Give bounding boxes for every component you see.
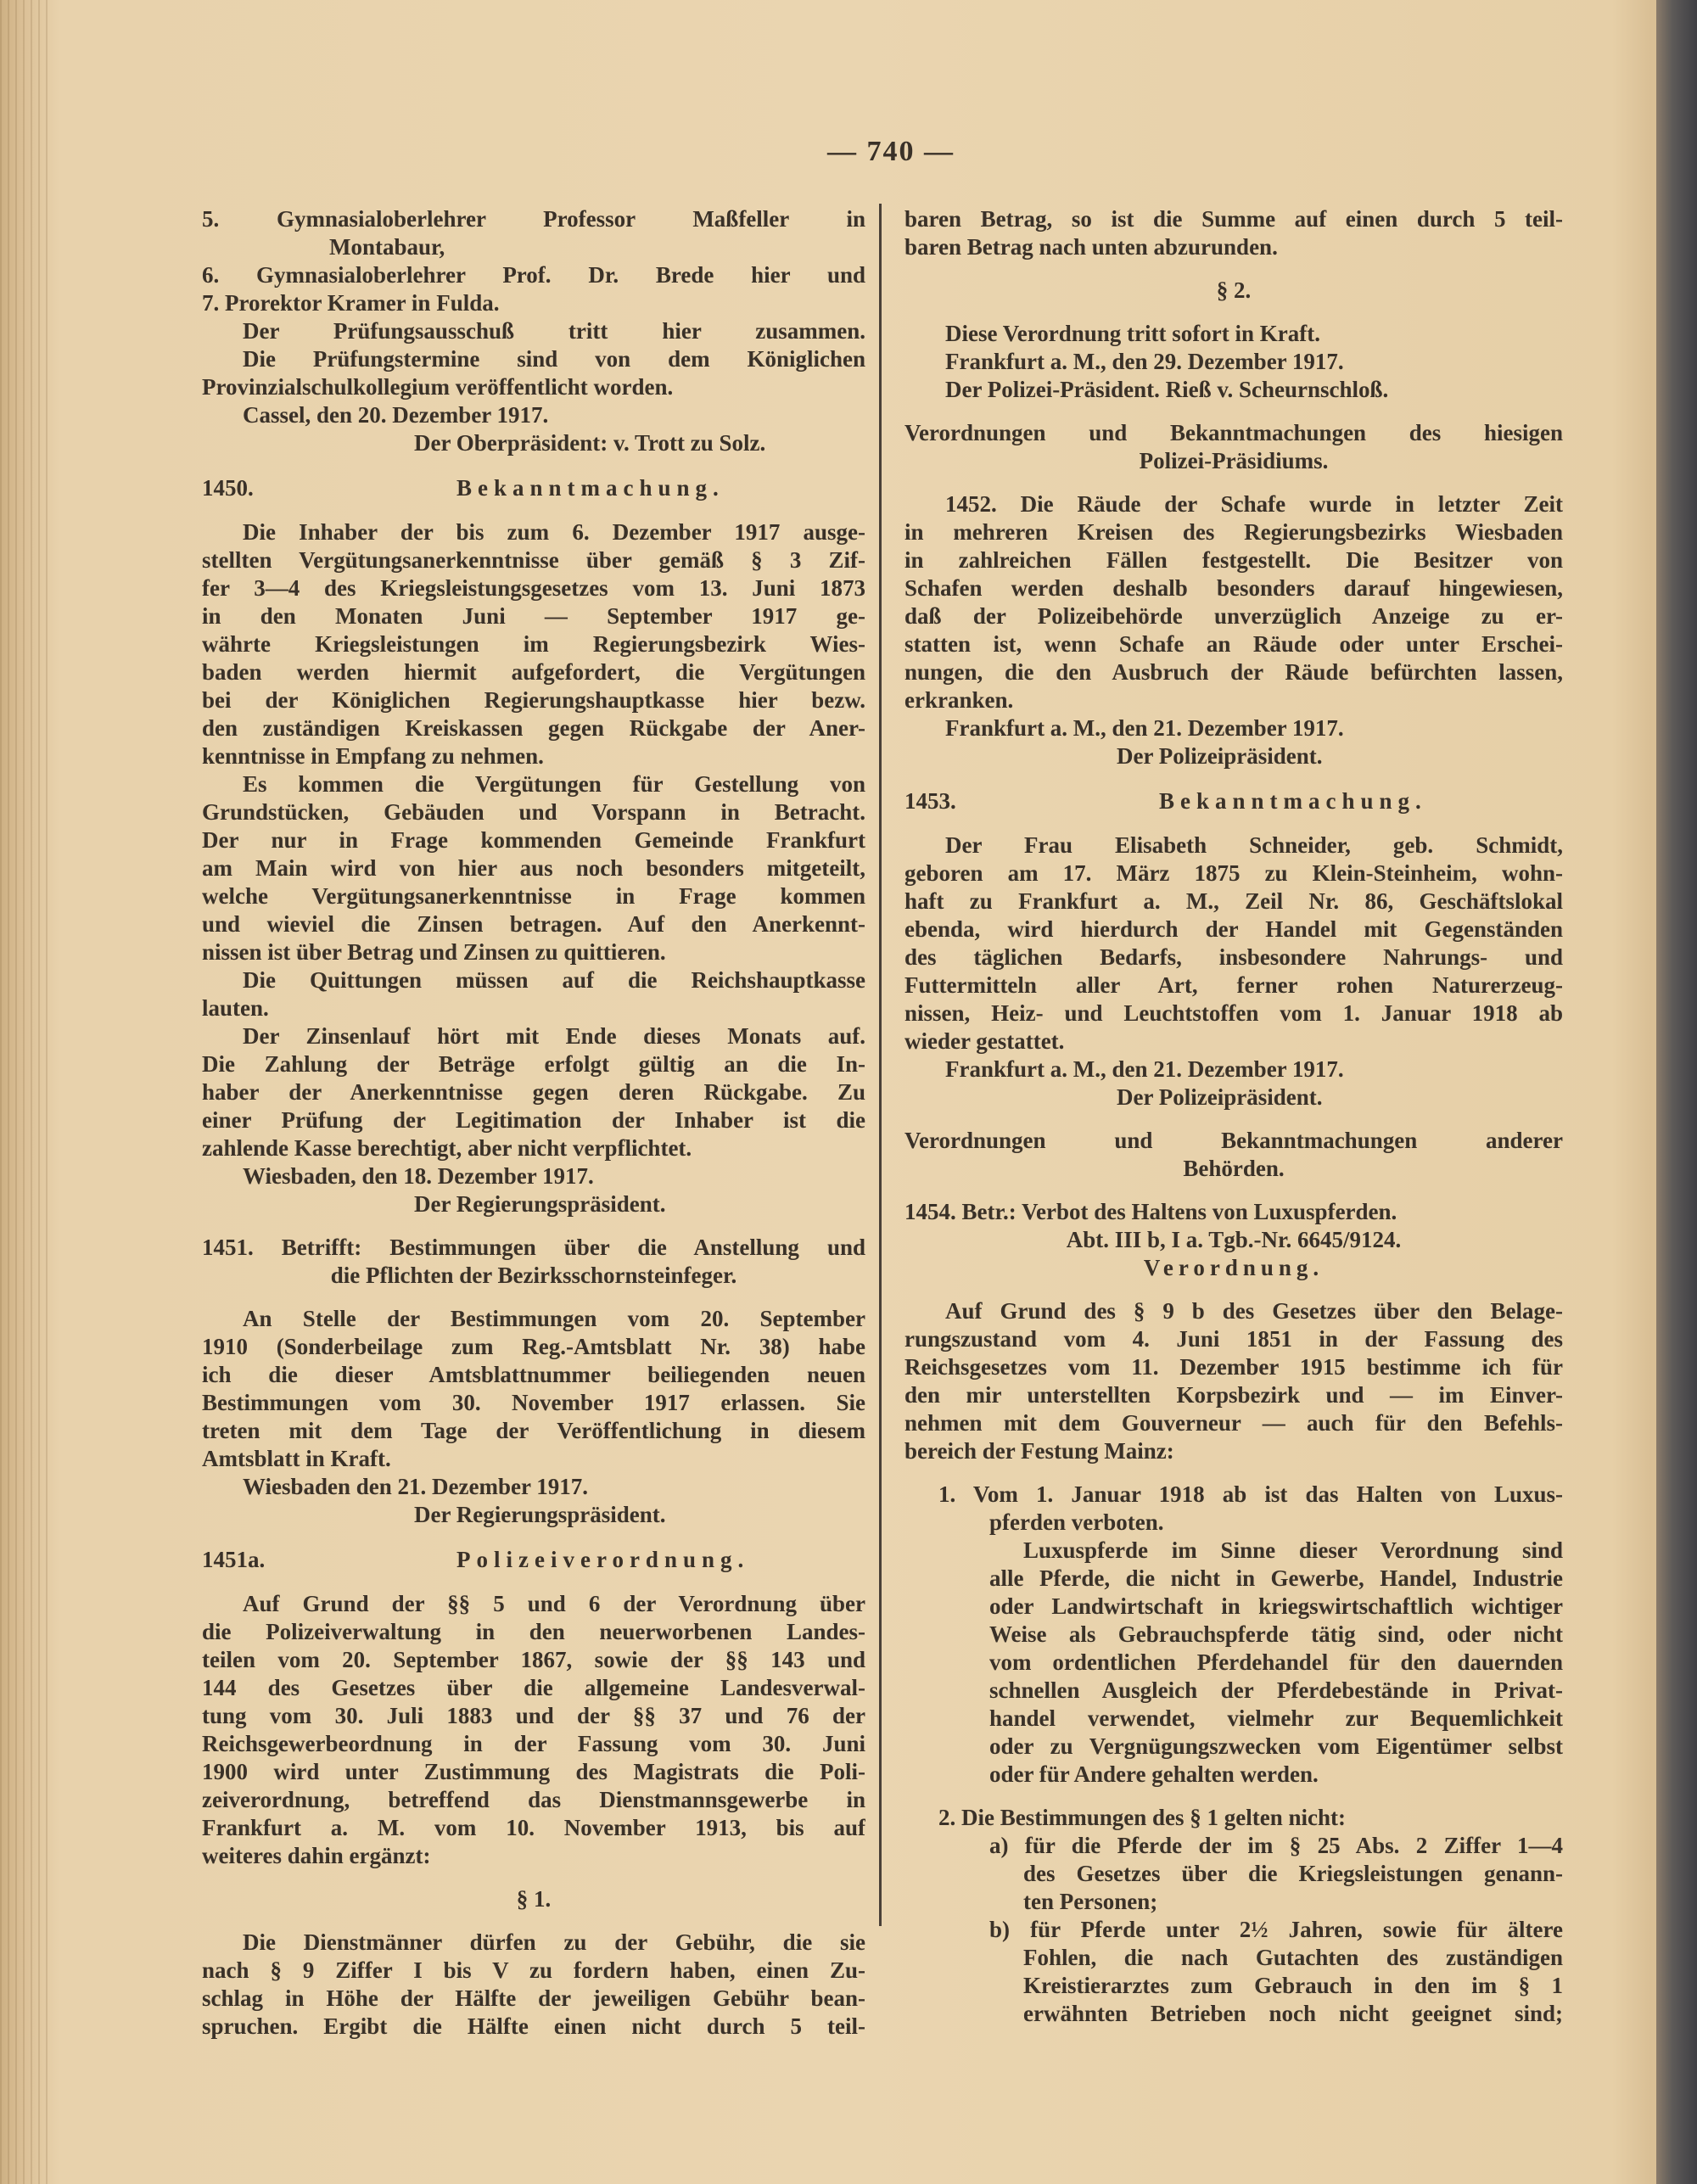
text-line: Abt. III b, I a. Tgb.-Nr. 6645/9124. [1066,1227,1402,1252]
text-line: b) für Pferde unter 2½ Jahren, sowie für ältere [989,1917,1563,1942]
text-line: 1900 wird unter Zustimmung des Magistrats die Poli- [202,1759,865,1784]
text-line: Frankfurt a. M., den 29. Dezember 1917. [945,349,1344,374]
text-line: kenntnisse in Empfang zu nehmen. [202,743,544,769]
text-line: geboren am 17. März 1875 zu Klein-Steinheim, wohn- [905,860,1563,886]
notice-1450 [202,518,865,1218]
text-line: zeiverordnung, betreffend das Dienstmannsgewerbe in [202,1787,865,1812]
notice-heading [202,1544,865,1575]
notice-1452 [905,490,1563,770]
text-line: währte Kriegsleistungen im Regierungsbezirk Wies- [202,631,865,657]
text-line: Der Polizeipräsident. [1117,743,1323,769]
text-line: oder Landwirtschaft in kriegswirtschaftlich wichtiger [989,1593,1563,1619]
notice-number: 1451a. [202,1547,266,1572]
text-line: 144 des Gesetzes über die allgemeine Landesverwal- [202,1675,865,1700]
text-line: 2. Die Bestimmungen des § 1 gelten nicht: [938,1805,1346,1830]
heading-1451a [202,1544,865,1575]
text-line: ebenda, wird hierdurch der Handel mit Gegenständen [905,916,1563,942]
text-line: ich die dieser Amtsblattnummer beiliegenden neuen [202,1362,865,1387]
notice-1451 [202,1305,865,1529]
text-line: Weise als Gebrauchspferde tätig sind, oder nicht [989,1621,1563,1647]
text-line: in mehreren Kreisen des Regierungsbezirks Wiesbaden [905,519,1563,545]
text-line: weiteres dahin ergänzt: [202,1843,431,1868]
ordinance-1451a-closing [905,320,1563,404]
text-line: Wiesbaden den 21. Dezember 1917. [243,1474,588,1499]
text-line: 1. Vom 1. Januar 1918 ab ist das Halten von Luxus- [938,1481,1563,1507]
text-line: nissen, Heiz- und Leuchtstoffen vom 1. Januar 1918 ab [905,1000,1563,1026]
text-line: Der nur in Frage kommenden Gemeinde Frankfurt [202,827,865,853]
text-line: Der Frau Elisabeth Schneider, geb. Schmidt, [945,832,1563,858]
text-line: Amtsblatt in Kraft. [202,1446,391,1471]
text-line: Frankfurt a. M. vom 10. November 1913, bis auf [202,1815,865,1840]
text-line: 6. Gymnasialoberlehrer Prof. Dr. Brede hier und [202,262,865,288]
text-line: haber der Anerkenntnisse gegen deren Rückgabe. Zu [202,1079,865,1105]
text-line: 1451. Betrifft: Bestimmungen über die Anstellung und [202,1235,865,1260]
notice-heading [905,786,1563,816]
text-line: nissen ist über Betrag und Zinsen zu quittieren. [202,939,666,965]
right-column [905,205,1563,2043]
heading-1453 [905,786,1563,816]
text-line: Der Zinsenlauf hört mit Ende dieses Monats auf. [243,1023,865,1049]
heading-1450 [202,473,865,503]
text-line: Montabaur, [329,234,445,260]
text-line: Der Oberpräsident: v. Trott zu Solz. [414,430,766,456]
text-line: oder zu Vergnügungszwecken vom Eigentümer selbst [989,1733,1563,1759]
text-line: treten mit dem Tage der Veröffentlichung in diesem [202,1418,865,1443]
text-line: bei der Königlichen Regierungshauptkasse hier bezw. [202,687,865,713]
text-line: die Polizeiverwaltung in den neuerworbenen Landes- [202,1619,865,1644]
text-line: Die Inhaber der bis zum 6. Dezember 1917 ausge- [243,519,865,545]
paragraph-label: § 1. [516,1886,552,1912]
text-line: in den Monaten Juni — September 1917 ge- [202,603,865,629]
text-line: Verordnung. [1143,1255,1325,1280]
page-number: — 740 — [827,136,955,167]
text-line: handel verwendet, vielmehr zur Bequemlichkeit [989,1705,1563,1731]
text-line: nach § 9 Ziffer I bis V zu fordern haben, einen Zu- [202,1957,865,1983]
notice-title: Bekanntmachung. [1159,788,1427,814]
text-line: Frankfurt a. M., den 21. Dezember 1917. [945,715,1344,741]
text-line: in zahlreichen Fällen festgestellt. Die Besitzer von [905,547,1563,573]
heading-1451 [202,1234,865,1290]
text-line: Cassel, den 20. Dezember 1917. [243,402,549,428]
text-line: oder für Andere gehalten werden. [989,1761,1319,1787]
notice-title: Polizeiverordnung. [456,1547,750,1572]
text-line: Kreistierarztes zum Gebrauch in den im § 1 [1023,1973,1563,1998]
text-line: statten ist, wenn Schafe an Räude oder unter Erschei- [905,631,1563,657]
text-line: nungen, die den Ausbruch der Räude befürchten lassen, [905,659,1563,685]
text-line: Auf Grund des § 9 b des Gesetzes über den Belage- [945,1298,1563,1324]
text-line: 5. Gymnasialoberlehrer Professor Maßfeller in [202,206,865,232]
text-line: Auf Grund der §§ 5 und 6 der Verordnung über [243,1591,865,1616]
text-line: Die Prüfungstermine sind von dem Königlichen [243,346,865,372]
text-line: Fohlen, die nach Gutachten des zuständigen [1023,1945,1563,1970]
text-line: baden werden hiermit aufgefordert, die Vergütungen [202,659,865,685]
text-line: Der Regierungspräsident. [414,1502,666,1527]
text-line: Es kommen die Vergütungen für Gestellung von [243,771,865,797]
notice-number: 1450. [202,475,254,501]
text-line: daß der Polizeibehörde unverzüglich Anzeige zu er- [905,603,1563,629]
text-line: tung vom 30. Juli 1883 und der §§ 37 und 76 der [202,1703,865,1728]
ordinance-1454-item-1 [905,1481,1563,1789]
text-line: 1910 (Sonderbeilage zum Reg.-Amtsblatt Nr. 38) habe [202,1334,865,1359]
text-line: stellten Vergütungsanerkenntnisse über gemäß § 3 Zif- [202,547,865,573]
text-line: rungszustand vom 4. Juni 1851 in der Fassung des [905,1326,1563,1352]
text-line: den mir unterstellten Korpsbezirk und — im Einver- [905,1382,1563,1408]
text-line: pferden verboten. [989,1509,1164,1535]
text-line: haft zu Frankfurt a. M., Zeil Nr. 86, Geschäftslokal [905,888,1563,914]
text-line: teilen vom 20. September 1867, sowie der §§ 143 und [202,1647,865,1672]
text-line: schlag in Höhe der Hälfte der jeweiligen Gebühr bean- [202,1985,865,2011]
section-heading-other-authorities [905,1127,1563,1183]
text-line: Frankfurt a. M., den 21. Dezember 1917. [945,1056,1344,1082]
ordinance-1454-preamble [905,1297,1563,1465]
ordinance-1454-item-2 [905,1804,1563,2028]
text-line: Polizei-Präsidiums. [1139,448,1329,473]
text-line: den zuständigen Kreiskassen gegen Rückgabe der Aner- [202,715,865,741]
text-line: welche Vergütungsanerkenntnisse in Frage kommen [202,883,865,909]
text-line: bereich der Festung Mainz: [905,1438,1174,1464]
text-line: Die Dienstmänner dürfen zu der Gebühr, die sie [243,1929,865,1955]
text-line: Bestimmungen vom 30. November 1917 erlassen. Sie [202,1390,865,1415]
text-line: schnellen Ausgleich der Pferdebestände in Privat- [989,1677,1563,1703]
text-line: Die Quittungen müssen auf die Reichshauptkasse [243,967,865,993]
text-line: Provinzialschulkollegium veröffentlicht worden. [202,374,674,400]
text-line: vom ordentlichen Pferdehandel für den dauernden [989,1649,1563,1675]
text-line: An Stelle der Bestimmungen vom 20. September [243,1306,865,1331]
text-line: Der Polizeipräsident. [1117,1084,1323,1110]
ordinance-1451a-preamble [202,1590,865,1870]
text-line: zahlende Kasse berechtigt, aber nicht verpflichtet. [202,1135,692,1161]
paragraph-2-label [905,277,1563,305]
left-column [202,205,865,2056]
text-line: am Main wird von hier aus noch besonders mitgeteilt, [202,855,865,881]
text-line: 1452. Die Räude der Schafe wurde in letzter Zeit [945,491,1563,517]
text-line: Der Regierungspräsident. [414,1191,666,1217]
text-line: ten Personen; [1023,1889,1158,1914]
heading-1454 [905,1198,1563,1282]
text-line: baren Betrag nach unten abzurunden. [905,234,1278,260]
text-line: und wieviel die Zinsen betragen. Auf den Anerkennt- [202,911,865,937]
text-line: Verordnungen und Bekanntmachungen des hiesigen [905,420,1563,445]
text-line: erkranken. [905,687,1014,713]
notice-number: 1453. [905,788,956,814]
text-line: spruchen. Ergibt die Hälfte einen nicht durch 5 teil- [202,2013,865,2039]
section-heading-police-presidium [905,419,1563,475]
text-line: Der Polizei-Präsident. Rieß v. Scheurnschloß. [945,377,1389,402]
text-line: Die Zahlung der Beträge erfolgt gültig an die In- [202,1051,865,1077]
paragraph-label: § 2. [1216,277,1252,303]
text-line: a) für die Pferde der im § 25 Abs. 2 Ziffer 1—4 [989,1833,1563,1858]
text-line: baren Betrag, so ist die Summe auf einen durch 5 teil- [905,206,1563,232]
text-line: fer 3—4 des Kriegsleistungsgesetzes vom 13. Juni 1873 [202,575,865,601]
text-line: Behörden. [1183,1156,1285,1181]
text-line: des Gesetzes über die Kriegsleistungen genann- [1023,1861,1563,1886]
text-line: wieder gestattet. [905,1028,1065,1054]
text-line: Verordnungen und Bekanntmachungen anderer [905,1128,1563,1153]
notice-1453 [905,832,1563,1112]
text-line: 1454. Betr.: Verbot des Haltens von Luxuspferden. [905,1199,1397,1224]
text-line: Grundstücken, Gebäuden und Vorspann in Betracht. [202,799,865,825]
text-line: 7. Prorektor Kramer in Fulda. [202,290,500,316]
text-line: Futtermitteln aller Art, ferner rohen Naturerzeug- [905,972,1563,998]
ordinance-1451a-continuation [905,205,1563,261]
book-binding-edge [1656,0,1697,2184]
text-line: Reichsgesetzes vom 11. Dezember 1915 bestimme ich für [905,1354,1563,1380]
notice-examiners [202,205,865,457]
ordinance-1451a-paragraph-1 [202,1929,865,2041]
text-line: nehmen mit dem Gouverneur — auch für den Befehls- [905,1410,1563,1436]
notice-heading [202,473,865,503]
page-stack-edge [0,0,51,2184]
text-line: des täglichen Bedarfs, insbesondere Nahrungs- und [905,944,1563,970]
text-line: erwähnten Betrieben noch nicht geeignet sind; [1023,2001,1563,2026]
text-line: Schafen werden deshalb besonders darauf hingewiesen, [905,575,1563,601]
text-line: Reichsgewerbeordnung in der Fassung vom 30. Juni [202,1731,865,1756]
text-line: Diese Verordnung tritt sofort in Kraft. [945,321,1320,346]
text-line: Luxuspferde im Sinne dieser Verordnung sind [1023,1537,1563,1563]
column-divider [879,204,882,1926]
text-line: lauten. [202,995,269,1021]
text-line: die Pflichten der Bezirksschornsteinfeger. [330,1263,737,1288]
text-line: alle Pferde, die nicht in Gewerbe, Handel, Industrie [989,1565,1563,1591]
text-line: Der Prüfungsausschuß tritt hier zusammen. [243,318,865,344]
text-line: Wiesbaden, den 18. Dezember 1917. [243,1163,594,1189]
notice-title: Bekanntmachung. [456,475,725,501]
text-line: einer Prüfung der Legitimation der Inhaber ist die [202,1107,865,1133]
paragraph-1-label [202,1885,865,1913]
